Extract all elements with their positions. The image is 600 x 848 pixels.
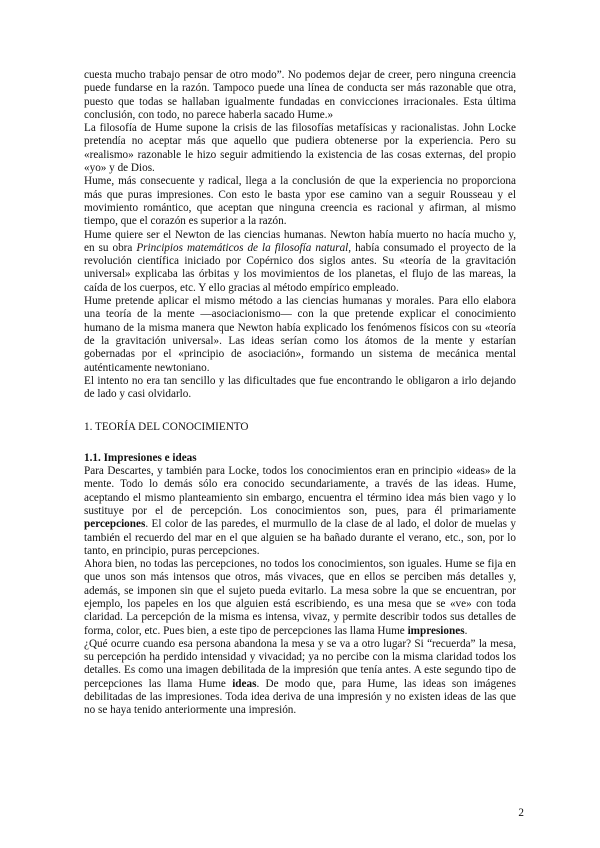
term-ideas: ideas <box>232 677 257 690</box>
paragraph-text: Ahora bien, no todas las percepciones, no todos los conocimientos, son iguales. Hume se fija en que unos son más intensos que otros, más vivaces, que en ellos se perciben más detalles y, además, se imponen sin que el sujeto pueda evitarlo. La mesa sobre la que se encuentran, por ejemplo, los papeles en los que alguien está escribiendo, es una mesa que se «ve» con toda claridad. La percepción de la misma es intensa, vivaz, y permite describir todos sus detalles de forma, color, etc. Pues bien, a este tipo de percepciones las llama Hume <box>84 558 516 637</box>
paragraph-hume-radical: Hume, más consecuente y radical, llega a la conclusión de que la experiencia no proporciona más que puras impresiones. Con esto le basta ypor ese camino van a seguir Rousseau y el movimiento romántico, que aceptan que ninguna creencia es racional y afirman, al mismo tiempo, que el corazón es superior a la razón. <box>84 175 516 228</box>
term-percepciones: percepciones <box>84 518 146 531</box>
paragraph-attempt: El intento no era tan sencillo y las dificultades que fue encontrando le obligaron a irlo dejando de lado y casi olvidarlo. <box>84 374 516 401</box>
paragraph-quote-end: cuesta mucho trabajo pensar de otro modo”. No podemos dejar de creer, pero ninguna creencia puede fundarse en la razón. Tampoco puede una línea de conducta ser más razonable que otra, puesto que todas se hallaban igualmente fundadas en convicciones irracionales. Esta última conclusión, con todo, no parece haberla sacado Hume.» <box>84 69 516 121</box>
paragraph-text: Hume quiere ser el Newton de las ciencias humanas. Newton había muerto no hacía mucho y, en su obra <box>84 228 516 254</box>
paragraph-ideas <box>84 638 516 718</box>
paragraph-method: Hume pretende aplicar el mismo método a las ciencias humanas y morales. Para ello elabora una teoría de la mente —asociacionismo— con la que pretende explicar el conocimiento humano de la misma manera que Newton había explicado los fenómenos físicos con su «teoría de la gravitación universal». Las ideas serían como los átomos de la mente y estarían gobernadas por el «principio de asociación», formando un sistema de mecánica mental auténticamente newtoniano. <box>84 295 516 374</box>
section-heading: 1. TEORÍA DEL CONOCIMIENTO <box>84 421 249 434</box>
page-number: 2 <box>518 807 524 819</box>
paragraph-text: . De modo que, para Hume, las ideas son imágenes debilitadas de las impresiones. Toda idea deriva de una impresión y no existen ideas de las que no se haya tenido anteriormente una impresión. <box>84 677 516 717</box>
paragraph-text: Para Descartes, y también para Locke, todos los conocimientos eran en principio «ideas» de la mente. Todo lo demás sólo era conocido secundariamente, a través de las ideas. Hume, aceptando el mismo planteamiento sin embargo, encuentra el término idea más bien vago y lo sustituye por el de percepción. Los conocimientos son, pues, para él primariamente <box>84 465 516 517</box>
paragraph-text: . El color de las paredes, el murmullo de la clase de al lado, el dolor de muelas y también el recuerdo del mar en el que alguien se ha bañado durante el verano, etc., son, por lo tanto, en principio, puras percepciones. <box>84 518 516 557</box>
subsection-heading: 1.1. Impresiones e ideas <box>84 451 197 464</box>
paragraph-text: , había consumado el proyecto de la revolución científica iniciado por Copérnico dos siglos antes. Su «teoría de la gravitación universal» explicaba las órbitas y los movimientos de los planetas, el flujo de las mareas, la caída de los cuerpos, etc. Y ello gracias al método empírico empleado. <box>84 241 517 294</box>
term-impresiones: impresiones <box>407 624 465 637</box>
paragraph-text: ¿Qué ocurre cuando esa persona abandona la mesa y se va a otro lugar? Si “recuerda” la mesa, su percepción ha perdido intensidad y vivacidad; ya no percibe con la misma claridad todos los detalles. Es como una imagen debilitada de la impresión que tenía antes. A este segundo tipo de percepciones las llama Hume <box>84 637 516 690</box>
page-content <box>84 69 516 718</box>
book-title: Principios matemáticos de la filosofía natural <box>136 241 349 254</box>
paragraph-perceptions <box>84 465 516 558</box>
paragraph-impressions <box>84 558 516 638</box>
paragraph-text: . <box>464 624 468 637</box>
paragraph-crisis: La filosofía de Hume supone la crisis de las filosofías metafísicas y racionalistas. John Locke pretendía no aceptar más que aquello que pudiera obtenerse por la experiencia. Pero su «realismo» razonable le hizo seguir admitiendo la existencia de las cosas externas, del propio «yo» y de Dios. <box>84 122 516 175</box>
paragraph-newton <box>84 229 516 295</box>
